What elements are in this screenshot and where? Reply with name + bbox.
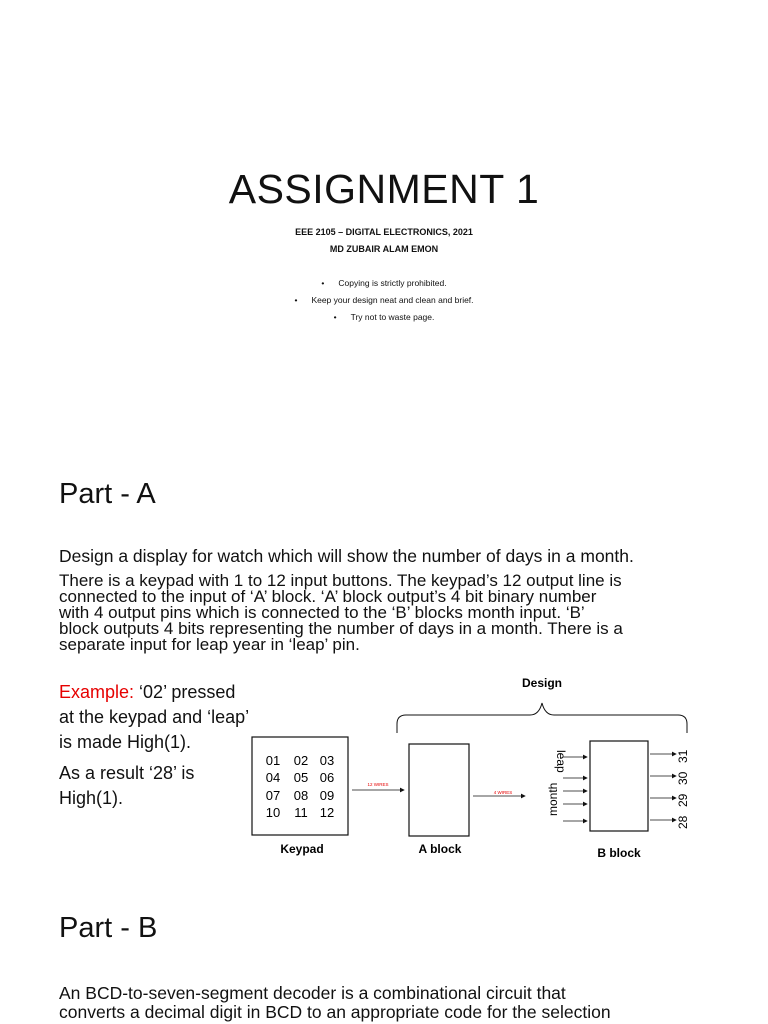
part-b-body <box>59 984 710 1022</box>
wire1-label: 12 WIRES <box>367 782 389 787</box>
part-a-heading: Part - A <box>59 478 156 510</box>
part-b-line: converts a decimal digit in BCD to an appropriate code for the selection <box>59 1002 611 1022</box>
result-text: As a result ‘28’ is High(1). <box>59 763 195 808</box>
part-a-intro: Design a display for watch which will show the number of days in a month. <box>59 546 634 566</box>
design-label: Design <box>521 676 563 690</box>
month-pin-label: month <box>546 782 560 816</box>
keypad-key: 04 <box>265 770 281 785</box>
keypad-key: 06 <box>319 770 335 785</box>
part-a-line: separate input for leap year in ‘leap’ pin. <box>59 635 360 654</box>
part-a-line: with 4 output pins which is connected to the ‘B’ blocks month input. ‘B’ <box>59 603 585 622</box>
keypad-key: 03 <box>319 753 335 768</box>
leap-pin-label: leap <box>554 750 568 773</box>
keypad-label: Keypad <box>280 842 324 856</box>
keypad-key: 11 <box>294 805 308 820</box>
course-subtitle: EEE 2105 – DIGITAL ELECTRONICS, 2021 <box>295 227 473 237</box>
rule-text: Try not to waste page. <box>350 312 435 322</box>
rule-text: Keep your design neat and clean and brief. <box>311 295 474 305</box>
example-label: Example: <box>59 682 135 702</box>
rule-text: Copying is strictly prohibited. <box>338 278 447 288</box>
part-a-line: block outputs 4 bits representing the number of days in a month. There is a <box>59 619 623 638</box>
b-block-box <box>590 741 648 831</box>
a-block-label: A block <box>418 842 462 856</box>
rule-item: • Copying is strictly prohibited. <box>321 278 447 288</box>
output-label: 31 <box>676 749 690 763</box>
part-a-line: There is a keypad with 1 to 12 input buttons. The keypad’s 12 output line is <box>59 571 622 590</box>
keypad-key: 05 <box>293 770 309 785</box>
keypad-key: 09 <box>319 788 335 803</box>
author-subtitle: MD ZUBAIR ALAM EMON <box>329 244 439 254</box>
page-title: ASSIGNMENT 1 <box>228 166 540 212</box>
part-a-line: connected to the input of ‘A’ block. ‘A’ block output’s 4 bit binary number <box>59 587 597 606</box>
output-label: 30 <box>676 771 690 785</box>
keypad-key: 07 <box>265 788 281 803</box>
a-block-box <box>409 744 469 836</box>
part-b-line: An BCD-to-seven-segment decoder is a combinational circuit that <box>59 983 566 1003</box>
keypad-key: 01 <box>265 753 281 768</box>
output-label: 29 <box>676 793 690 807</box>
output-label: 28 <box>676 815 690 829</box>
wire2-label: 4 WIRES <box>493 790 513 795</box>
rule-item: • Keep your design neat and clean and brief. <box>294 295 474 305</box>
part-a-body <box>59 573 710 653</box>
keypad-key: 02 <box>293 753 309 768</box>
part-b-heading: Part - B <box>59 912 158 944</box>
design-diagram <box>240 668 720 868</box>
example-body: ‘02’ pressed at the keypad and ‘leap’ is made High(1). <box>59 682 249 752</box>
b-block-label: B block <box>597 846 641 860</box>
keypad-box <box>252 737 348 835</box>
keypad-key: 10 <box>265 805 281 820</box>
example-text <box>59 680 249 817</box>
design-brace <box>397 703 687 733</box>
rule-item: • Try not to waste page. <box>333 312 435 322</box>
keypad-key: 12 <box>319 805 335 820</box>
keypad-key: 08 <box>293 788 309 803</box>
